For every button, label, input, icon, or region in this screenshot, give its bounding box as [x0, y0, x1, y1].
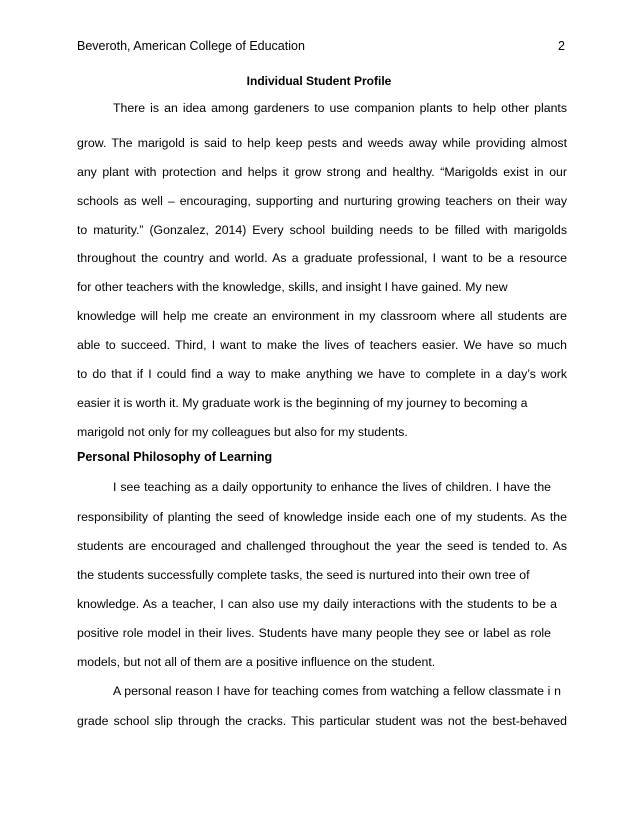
- paragraph-line: any plant with protection and helps it grow strong and healthy. “Marigolds exist in our: [77, 165, 567, 179]
- paragraph-line: throughout the country and world. As a graduate professional, I want to be a resource: [77, 251, 567, 265]
- document-title: Individual Student Profile: [246, 74, 392, 88]
- section-heading: Personal Philosophy of Learning: [77, 450, 273, 464]
- paragraph-line: I see teaching as a daily opportunity to enhance the lives of children. I have the: [113, 480, 551, 494]
- paragraph-line: marigold not only for my colleagues but also for my students.: [77, 425, 408, 439]
- paragraph-line: models, but not all of them are a positive influence on the student.: [77, 655, 436, 669]
- paragraph-line: to maturity.” (Gonzalez, 2014) Every school building needs to be filled with marigolds: [77, 223, 567, 237]
- paragraph-line: students are encouraged and challenged throughout the year the seed is tended to. As: [77, 539, 567, 553]
- running-header: Beveroth, American College of Education: [77, 39, 305, 53]
- paragraph-line: knowledge will help me create an environment in my classroom where all students are: [77, 309, 567, 323]
- paragraph-line: schools as well – encouraging, supporting and nurturing growing teachers on their way: [77, 194, 567, 208]
- paragraph-line: positive role model in their lives. Students have many people they see or label as role: [77, 626, 551, 640]
- paragraph-line: to do that if I could find a way to make anything we have to complete in a day’s work: [77, 367, 567, 381]
- paragraph-line: There is an idea among gardeners to use companion plants to help other plants: [113, 101, 567, 115]
- paragraph-line: the students successfully complete tasks, the seed is nurtured into their own tree of: [77, 568, 530, 582]
- paragraph-line: knowledge. As a teacher, I can also use my daily interactions with the students to be a: [77, 597, 557, 611]
- paragraph-line: grade school slip through the cracks. This particular student was not the best-behaved: [77, 714, 567, 728]
- paragraph-line: responsibility of planting the seed of knowledge inside each one of my students. As the: [77, 510, 567, 524]
- paragraph-line: easier it is worth it. My graduate work is the beginning of my journey to becoming a: [77, 396, 528, 410]
- paragraph-line: for other teachers with the knowledge, skills, and insight I have gained. My new: [77, 280, 508, 294]
- page-number: 2: [558, 39, 565, 53]
- paragraph-line: A personal reason I have for teaching comes from watching a fellow classmate i n: [113, 684, 561, 698]
- paragraph-line: grow. The marigold is said to help keep pests and weeds away while providing almost: [77, 136, 567, 150]
- paragraph-line: able to succeed. Third, I want to make the lives of teachers easier. We have so much: [77, 338, 567, 352]
